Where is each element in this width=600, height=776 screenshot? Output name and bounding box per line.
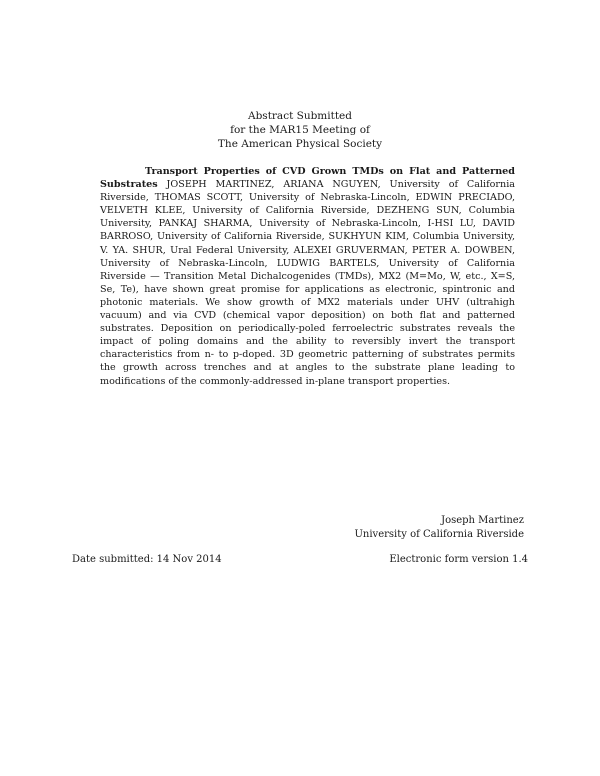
abstract-authors: JOSEPH MARTINEZ, ARIANA NGUYEN, University of California Riverside, THOMAS SCOTT, University of Nebraska-Lincoln, EDWIN PRECIADO, VELVETH KLEE, University of California Riverside, DEZHENG SUN, Columbia University, PANKAJ SHARMA, University of Nebraska-Lincoln, I-HSI LU, DAVID BARROSO, University of California Riverside, SUKHYUN KIM, Columbia University, V. YA. SHUR, Ural Federal University, ALEXEI GRUVERMAN, PETER A. DOWBEN, University of Nebraska-Lincoln, LUDWIG BARTELS, University of California Riverside [100,179,515,282]
abstract-body: — Transition Metal Dichalcogenides (TMDs), MX2 (M=Mo, W, etc., X=S, Se, Te), have shown great promise for applications as electronic, spintronic and photonic materials. We show growth of MX2 materials under UHV (ultrahigh vacuum) and via CVD (chemical vapor deposition) on both flat and patterned substrates. Deposition on periodically-poled ferroelectric substrates reveals the impact of poling domains and the ability to reversibly invert the transport characteristics from n- to p-doped. 3D geometric patterning of substrates permits the growth across trenches and at angles to the substrate plane leading to modifications of the commonly-addressed in-plane transport properties. [100,270,515,387]
abstract-paragraph [100,165,515,388]
submitter-affiliation: University of California Riverside [354,529,524,540]
header-line-society: The American Physical Society [217,138,383,150]
form-version: Electronic form version 1.4 [389,554,528,565]
submitter-signature [354,514,524,542]
abstract-title: Transport Properties of CVD Grown TMDs on Flat and Patterned Substrates [100,166,515,191]
header-line-meeting: for the MAR15 Meeting of [230,124,370,136]
header-line-abstract-submitted: Abstract Submitted [248,110,352,122]
submitter-name: Joseph Martinez [441,515,524,526]
submission-header [0,109,600,151]
date-submitted: Date submitted: 14 Nov 2014 [72,554,222,565]
